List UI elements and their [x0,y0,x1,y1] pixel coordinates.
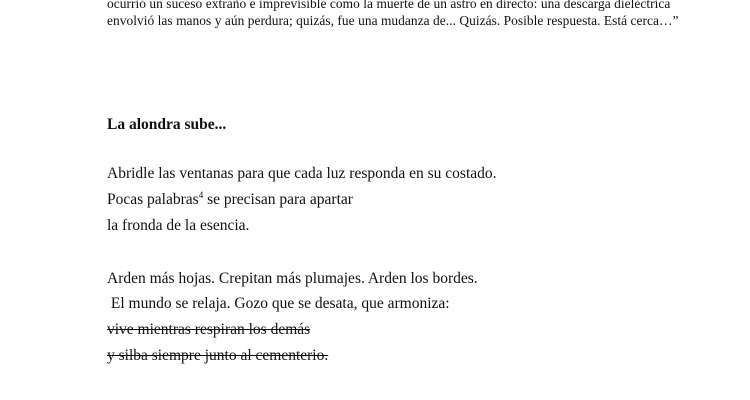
stanza1-line2-text-before: Pocas palabras [107,191,199,208]
stanza1-line2-text-after: se precisan para apartar [203,191,353,208]
intro-line-1: ocurrió un suceso extraño e imprevisible como la muerte de un astro en directo: una descarga dieléctrica [107,0,671,11]
intro-line-2: envolvió las manos y aún perdura; quizás, fue una mudanza de... Quizás. Posible respuesta. Está cerca…” [107,13,679,28]
stanza1-line1: Abridle las ventanas para que cada luz responda en su costado. [107,165,497,182]
intro-paragraph [107,0,679,29]
footnote-marker: 4 [198,189,204,200]
stanza2-line1: Arden más hojas. Crepitan más plumajes. Arden los bordes. [107,270,478,287]
stanza2-line2 [107,295,450,313]
stanza2-line3-struck: vive mientras respiran los demás [107,321,311,338]
stanza1-line3: la fronda de la esencia. [107,217,250,234]
stanza2-line4-struck: y silba siempre junto al cementerio. [107,347,329,364]
poem-title: La alondra sube... [107,116,227,133]
stanza1-line2 [107,191,353,209]
stanza2-line2-text: El mundo se relaja. Gozo que se desata, que armoniza: [107,295,450,312]
